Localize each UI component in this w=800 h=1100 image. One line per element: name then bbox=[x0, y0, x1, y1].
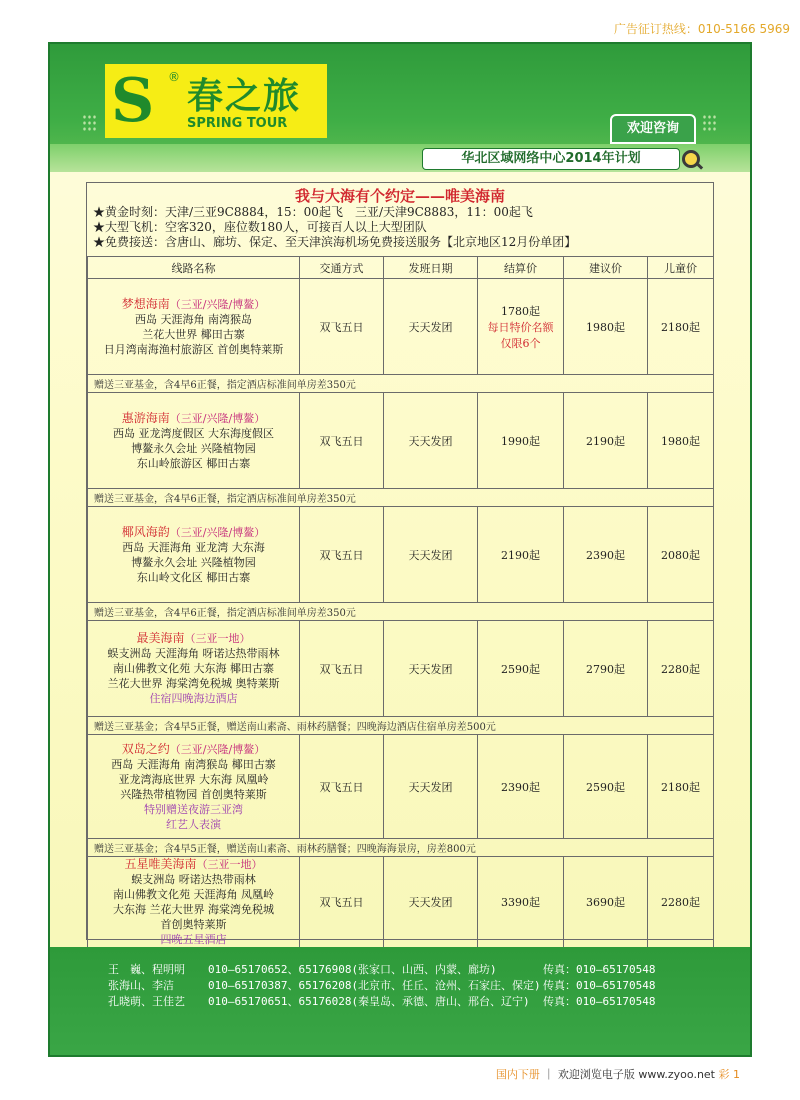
settle-price: 2590起 bbox=[501, 662, 540, 676]
page-footer bbox=[496, 1066, 740, 1082]
route-note: 赠送三亚基金，含4早6正餐，指定酒店标准间单房差350元 bbox=[88, 603, 714, 621]
contact-areas: 秦皇岛、承德、唐山、邢台、辽宁) bbox=[358, 995, 530, 1008]
contact-areas: 张家口、山西、内蒙、廊坊) bbox=[358, 963, 497, 976]
route-heading bbox=[88, 857, 299, 872]
settle-price-cell bbox=[478, 507, 564, 603]
route-highlight: 红艺人表演 bbox=[166, 817, 221, 831]
table-note-row bbox=[88, 489, 714, 507]
column-header: 建议价 bbox=[564, 257, 648, 279]
ad-hotline: 广告征订热线：010-5166 5969 bbox=[613, 22, 790, 36]
column-header: 发班日期 bbox=[384, 257, 478, 279]
transport-cell: 双飞五日 bbox=[300, 621, 384, 717]
settle-price-cell bbox=[478, 857, 564, 948]
logo-chinese-name: 春之旅 bbox=[187, 75, 302, 117]
contact-fax: 传真：010—65170548 bbox=[543, 995, 656, 1008]
plan-title-bar: 华北区域网络中心2014年计划 bbox=[422, 148, 680, 170]
route-name: 惠游海南 bbox=[121, 410, 170, 425]
route-spots: 兰花大世界 海棠湾免税城 奥特莱斯 bbox=[107, 677, 280, 690]
child-price-cell: 2180起 bbox=[648, 735, 714, 839]
contact-areas: 北京市、任丘、沧州、石家庄、保定) bbox=[358, 979, 541, 992]
route-note: 赠送三亚基金，含4早6正餐，指定酒店标准间单房差350元 bbox=[88, 489, 714, 507]
magnifier-icon[interactable] bbox=[682, 150, 700, 168]
route-spots: 南山佛教文化苑 大东海 椰田古寨 bbox=[113, 662, 274, 675]
table-header-row bbox=[88, 257, 714, 279]
table-row bbox=[88, 621, 714, 717]
suggested-price-cell: 3690起 bbox=[564, 857, 648, 948]
contact-row bbox=[108, 993, 655, 1009]
suggested-price-cell: 1980起 bbox=[564, 279, 648, 375]
logo-s-mark-icon: S bbox=[111, 66, 155, 136]
column-header: 结算价 bbox=[478, 257, 564, 279]
settle-price-cell bbox=[478, 279, 564, 375]
departure-cell: 天天发团 bbox=[384, 621, 478, 717]
panel-info-lines bbox=[87, 205, 713, 250]
route-spots: 南山佛教文化苑 天涯海角 凤凰岭 bbox=[113, 888, 274, 901]
route-spots: 首创奥特莱斯 bbox=[160, 918, 227, 931]
route-spots: 兴隆热带植物园 首创奥特莱斯 bbox=[120, 787, 267, 801]
route-heading bbox=[88, 525, 299, 540]
transport-cell: 双飞五日 bbox=[300, 393, 384, 489]
contact-names: 张海山、李洁 bbox=[108, 979, 174, 992]
route-spots: 大东海 兰花大世界 海棠湾免税城 bbox=[113, 903, 274, 916]
route-spots: 亚龙湾海底世界 大东海 凤凰岭 bbox=[118, 772, 269, 786]
panel-info-line: ★免费接送：含唐山、廊坊、保定、至天津滨海机场免费接送服务【北京地区12月份单团】 bbox=[93, 235, 577, 249]
table-body bbox=[88, 279, 714, 966]
contacts-section bbox=[50, 947, 750, 1057]
route-cell bbox=[88, 621, 300, 717]
transport-cell: 双飞五日 bbox=[300, 735, 384, 839]
route-cell bbox=[88, 507, 300, 603]
route-note: 赠送三亚基金；含4早5正餐，赠送南山素斋、雨林药膳餐；四晚海边酒店住宿单房差500元 bbox=[88, 717, 714, 735]
route-highlight: 特别赠送夜游三亚湾 bbox=[144, 802, 243, 816]
logo-english-name: SPRING TOUR bbox=[187, 116, 288, 131]
contact-phones: 010—65170387、65176208( bbox=[208, 979, 359, 992]
footer-section: 国内下册 bbox=[495, 1068, 540, 1081]
route-highlight: 四晚五星酒店 bbox=[160, 933, 227, 946]
route-spots: 东山岭旅游区 椰田古寨 bbox=[136, 456, 251, 470]
route-heading bbox=[88, 297, 299, 312]
route-region: （三亚一地） bbox=[196, 858, 263, 871]
departure-cell: 天天发团 bbox=[384, 735, 478, 839]
route-name: 双岛之约 bbox=[121, 741, 170, 756]
route-spots: 蜈支洲岛 天涯海角 呀诺达热带雨林 bbox=[107, 647, 280, 660]
suggested-price-cell: 2190起 bbox=[564, 393, 648, 489]
transport-cell: 双飞五日 bbox=[300, 279, 384, 375]
departure-cell: 天天发团 bbox=[384, 507, 478, 603]
settle-price: 3390起 bbox=[501, 896, 540, 909]
departure-cell: 天天发团 bbox=[384, 393, 478, 489]
route-cell bbox=[88, 857, 300, 948]
table-note-row bbox=[88, 717, 714, 735]
settle-price-note: 仅限6个 bbox=[500, 336, 541, 350]
table-note-row bbox=[88, 603, 714, 621]
registered-mark-icon: ® bbox=[168, 70, 180, 84]
column-header: 儿童价 bbox=[648, 257, 714, 279]
table-note-row bbox=[88, 375, 714, 393]
decorative-dots-icon bbox=[702, 114, 718, 132]
brochure-frame bbox=[48, 42, 752, 1057]
settle-price: 2190起 bbox=[501, 548, 540, 562]
route-cell bbox=[88, 393, 300, 489]
column-header: 交通方式 bbox=[300, 257, 384, 279]
consult-tab[interactable]: 欢迎咨询 bbox=[610, 114, 696, 144]
itinerary-panel bbox=[86, 182, 714, 946]
route-name: 梦想海南 bbox=[121, 296, 170, 311]
route-cell bbox=[88, 279, 300, 375]
route-spots: 西岛 亚龙湾度假区 大东海度假区 bbox=[113, 426, 274, 440]
header-banner bbox=[50, 44, 750, 172]
contact-row bbox=[108, 961, 655, 977]
settle-price-note: 每日特价名额 bbox=[487, 320, 554, 334]
table-row bbox=[88, 735, 714, 839]
contact-row bbox=[108, 977, 655, 993]
route-name: 最美海南 bbox=[136, 631, 185, 645]
route-region: （三亚/兴隆/博鳌） bbox=[169, 297, 266, 311]
contact-phones: 010—65170652、65176908( bbox=[208, 963, 359, 976]
route-spots: 博鳌永久会址 兴隆植物园 bbox=[131, 441, 256, 455]
footer-slogan[interactable]: 欢迎浏览电子版 www.zyoo.net bbox=[557, 1068, 715, 1081]
route-spots: 西岛 天涯海角 南湾猴岛 bbox=[135, 312, 252, 326]
route-cell bbox=[88, 735, 300, 839]
route-spots: 兰花大世界 椰田古寨 bbox=[142, 327, 245, 341]
route-spots: 博鳌永久会址 兴隆植物园 bbox=[131, 555, 256, 569]
departure-cell: 天天发团 bbox=[384, 279, 478, 375]
transport-cell: 双飞五日 bbox=[300, 507, 384, 603]
settle-price: 1780起 bbox=[501, 304, 540, 318]
table-row bbox=[88, 279, 714, 375]
suggested-price-cell: 2790起 bbox=[564, 621, 648, 717]
contact-fax: 传真：010—65170548 bbox=[543, 963, 656, 976]
table-row bbox=[88, 857, 714, 948]
settle-price-cell bbox=[478, 621, 564, 717]
spring-tour-logo bbox=[105, 64, 327, 138]
settle-price: 2390起 bbox=[501, 780, 540, 794]
decorative-dots-icon bbox=[82, 114, 98, 132]
child-price-cell: 2180起 bbox=[648, 279, 714, 375]
footer-page-number: 彩 1 bbox=[718, 1068, 740, 1081]
route-spots: 蜈支洲岛 呀诺达热带雨林 bbox=[131, 873, 256, 886]
transport-cell: 双飞五日 bbox=[300, 857, 384, 948]
child-price-cell: 1980起 bbox=[648, 393, 714, 489]
route-spots: 东山岭文化区 椰田古寨 bbox=[136, 570, 251, 584]
child-price-cell: 2080起 bbox=[648, 507, 714, 603]
route-spots: 日月湾南海渔村旅游区 首创奥特莱斯 bbox=[103, 342, 284, 356]
footer-divider: ｜ bbox=[543, 1068, 555, 1081]
table-row bbox=[88, 507, 714, 603]
route-heading bbox=[88, 411, 299, 426]
route-region: （三亚一地） bbox=[184, 632, 251, 645]
child-price-cell: 2280起 bbox=[648, 621, 714, 717]
departure-cell: 天天发团 bbox=[384, 857, 478, 948]
route-region: （三亚/兴隆/博鳌） bbox=[169, 525, 266, 539]
settle-price: 1990起 bbox=[501, 434, 540, 448]
route-name: 五星唯美海南 bbox=[124, 857, 197, 871]
route-spots: 西岛 天涯海角 南湾猴岛 椰田古寨 bbox=[111, 757, 276, 771]
route-region: （三亚/兴隆/博鳌） bbox=[169, 411, 266, 425]
route-heading bbox=[88, 631, 299, 646]
panel-info-line: ★大型飞机：空客320，座位数180人，可接百人以上大型团队 bbox=[93, 220, 427, 234]
panel-info-line: ★黄金时刻：天津/三亚9C8884，15：00起飞 三亚/天津9C8883，11：00起飞 bbox=[93, 205, 533, 219]
route-name: 椰风海韵 bbox=[121, 524, 170, 539]
table-note-row bbox=[88, 839, 714, 857]
settle-price-cell bbox=[478, 393, 564, 489]
route-highlight: 住宿四晚海边酒店 bbox=[149, 692, 238, 705]
child-price-cell: 2280起 bbox=[648, 857, 714, 948]
contact-names: 王 巍、程明明 bbox=[108, 963, 185, 976]
column-header: 线路名称 bbox=[88, 257, 300, 279]
table-row bbox=[88, 393, 714, 489]
route-region: （三亚/兴隆/博鳌） bbox=[169, 742, 266, 756]
panel-title: 我与大海有个约定——唯美海南 bbox=[294, 187, 505, 205]
route-table bbox=[87, 256, 714, 966]
contact-phones: 010—65170651、65176028( bbox=[208, 995, 359, 1008]
suggested-price-cell: 2390起 bbox=[564, 507, 648, 603]
suggested-price-cell: 2590起 bbox=[564, 735, 648, 839]
settle-price-cell bbox=[478, 735, 564, 839]
route-spots: 西岛 天涯海角 亚龙湾 大东海 bbox=[122, 540, 265, 554]
route-note: 赠送三亚基金；含4早5正餐，赠送南山素斋、雨林药膳餐；四晚海海景房，房差800元 bbox=[88, 839, 714, 857]
contact-names: 孔晓萌、王佳艺 bbox=[108, 995, 185, 1008]
route-heading bbox=[88, 742, 299, 757]
contact-fax: 传真：010—65170548 bbox=[543, 979, 656, 992]
route-note: 赠送三亚基金，含4早6正餐，指定酒店标准间单房差350元 bbox=[88, 375, 714, 393]
